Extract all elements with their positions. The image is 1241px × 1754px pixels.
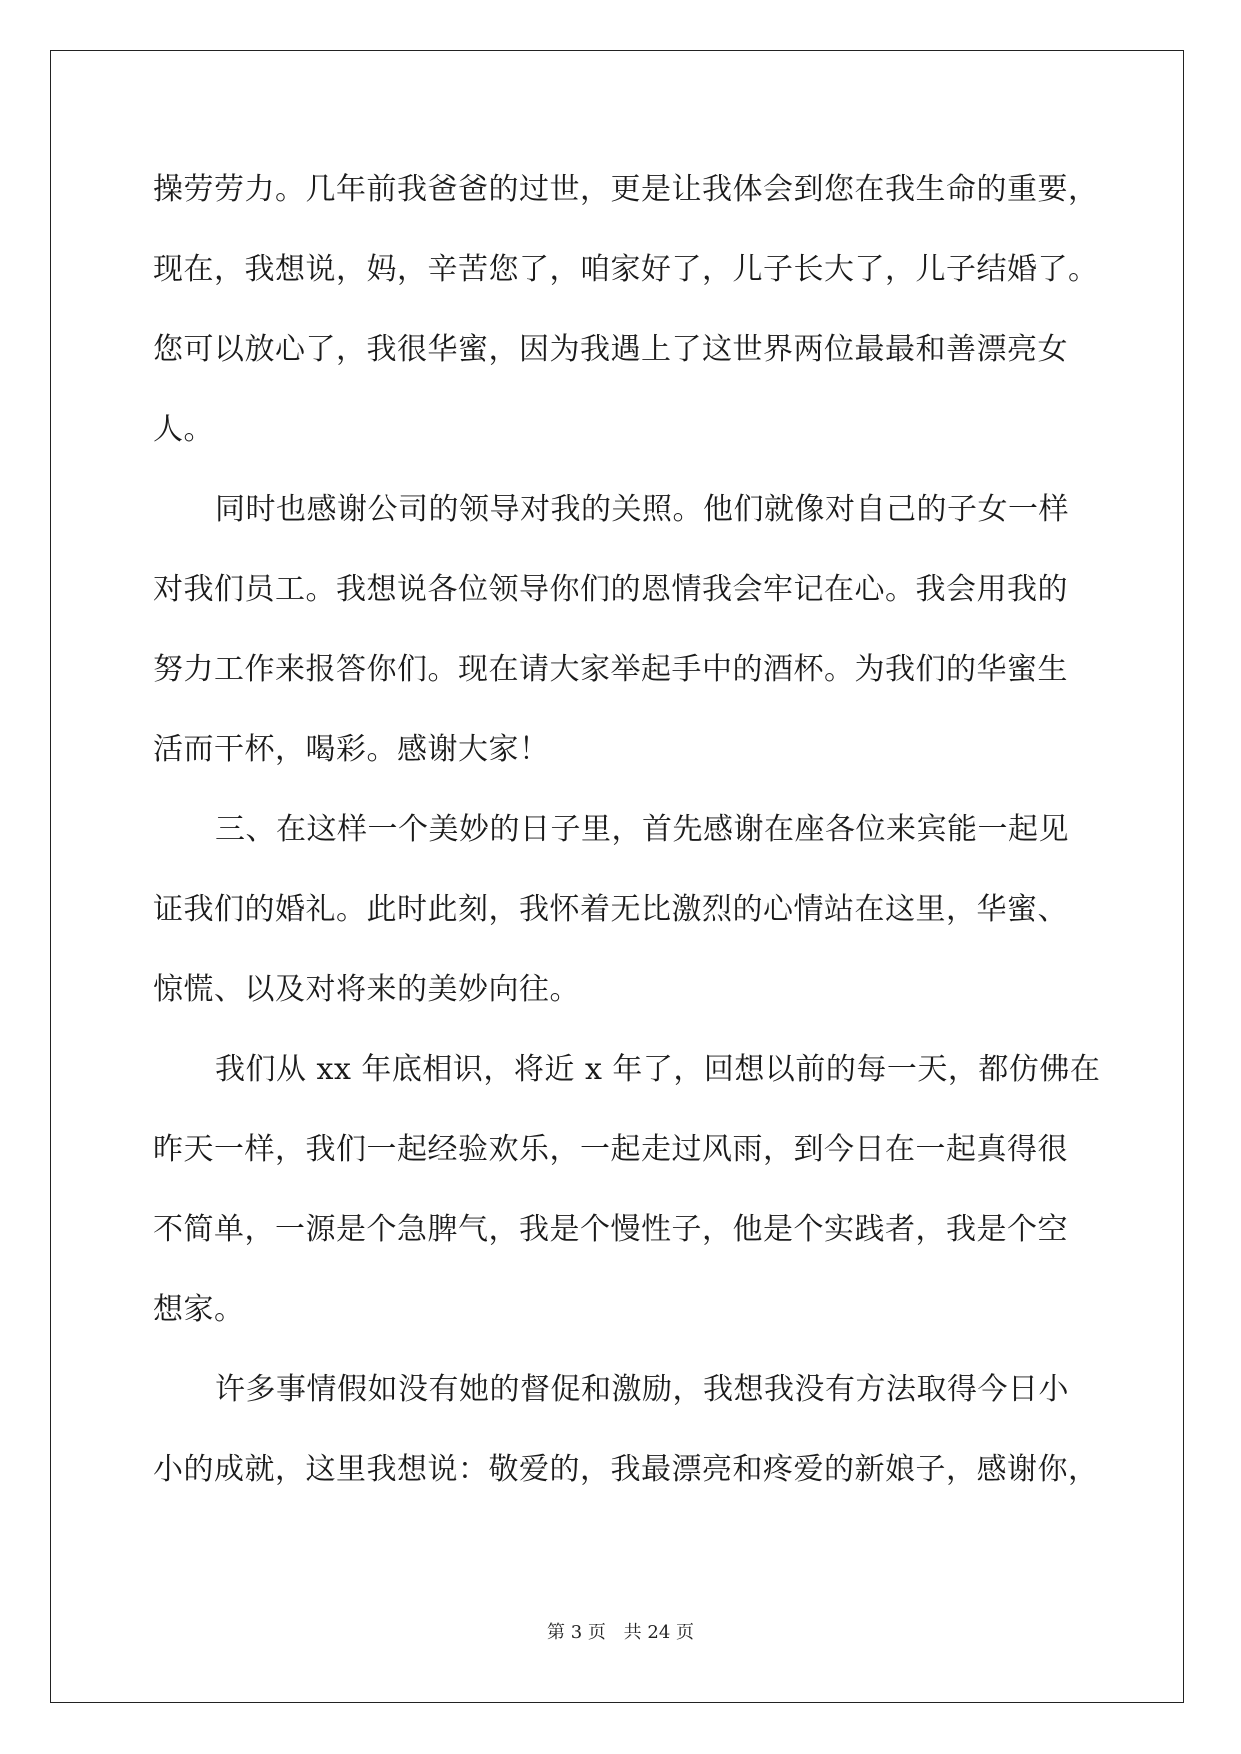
text-line: 三、在这样一个美妙的日子里，首先感谢在座各位来宾能一起见 (215, 812, 1069, 847)
document-body (153, 150, 1101, 1510)
text-line: 想家。 (153, 1292, 245, 1327)
page-number: 第 3 页 (547, 1622, 606, 1643)
text-line: 操劳劳力。几年前我爸爸的过世，更是让我体会到您在我生命的重要， (153, 172, 1099, 207)
text-line: 许多事情假如没有她的督促和激励，我想我没有方法取得今日小 (215, 1372, 1069, 1407)
text-line: 惊慌、以及对将来的美妙向往。 (153, 972, 580, 1007)
page-total: 共 24 页 (623, 1622, 694, 1643)
text-line: 人。 (153, 412, 214, 447)
text-line: 证我们的婚礼。此时此刻，我怀着无比激烈的心情站在这里，华蜜、 (153, 892, 1068, 927)
text-line: 不简单，一源是个急脾气，我是个慢性子，他是个实践者，我是个空 (153, 1212, 1068, 1247)
text-line: 活而干杯，喝彩。感谢大家！ (153, 732, 550, 767)
text-line: 努力工作来报答你们。现在请大家举起手中的酒杯。为我们的华蜜生 (153, 652, 1068, 687)
text-line: 小的成就，这里我想说：敬爱的，我最漂亮和疼爱的新娘子，感谢你， (153, 1452, 1099, 1487)
text-line: 您可以放心了，我很华蜜，因为我遇上了这世界两位最最和善漂亮女 (153, 332, 1068, 367)
text-line: 我们从 xx 年底相识，将近 x 年了，回想以前的每一天，都仿佛在 (215, 1052, 1101, 1087)
page-footer (0, 1618, 1241, 1644)
text-line: 对我们员工。我想说各位领导你们的恩情我会牢记在心。我会用我的 (153, 572, 1068, 607)
text-line: 现在，我想说，妈，辛苦您了，咱家好了，儿子长大了，儿子结婚了。 (153, 252, 1099, 287)
text-line: 昨天一样，我们一起经验欢乐，一起走过风雨，到今日在一起真得很 (153, 1132, 1068, 1167)
text-line: 同时也感谢公司的领导对我的关照。他们就像对自己的子女一样 (215, 492, 1069, 527)
